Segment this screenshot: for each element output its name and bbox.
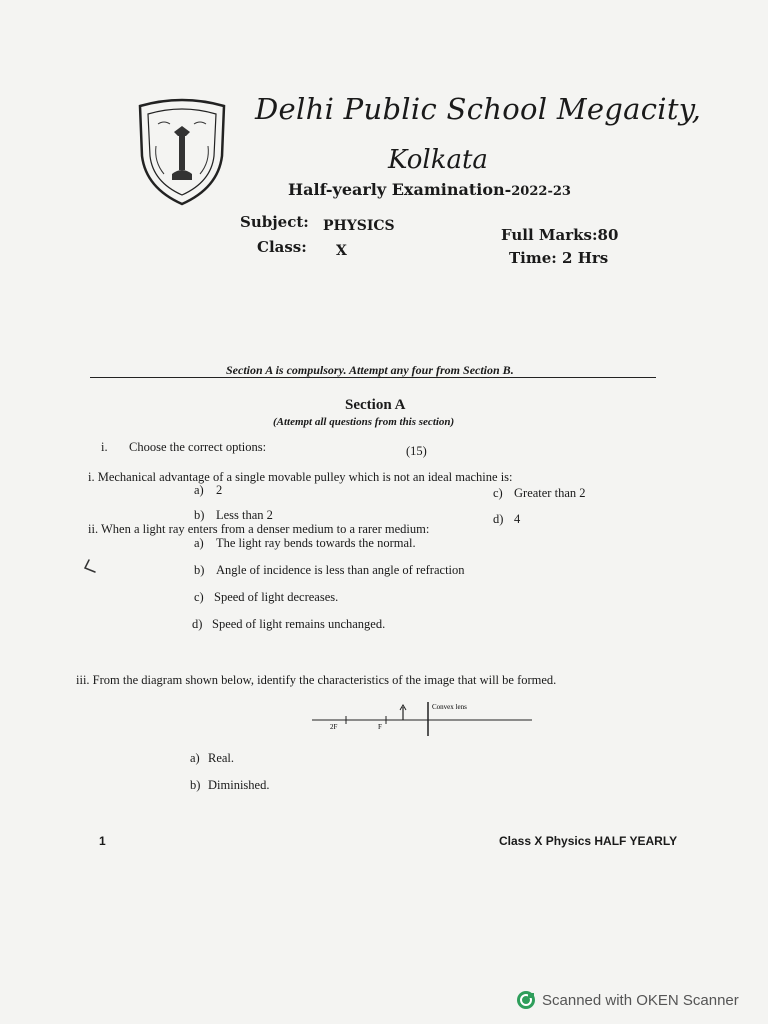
- q3-option-a-label: a): [190, 751, 200, 765]
- main-question-text: Choose the correct options:: [129, 440, 267, 454]
- exam-title-text: Half-yearly Examination-: [288, 180, 512, 199]
- question-1-text: i. Mechanical advantage of a single movable pulley which is not an ideal machine is:: [88, 470, 513, 484]
- footer-label: Class X Physics HALF YEARLY: [499, 834, 678, 848]
- scanner-text: Scanned with OKEN Scanner: [542, 991, 739, 1009]
- handwritten-mark-icon: [81, 558, 101, 578]
- q2-option-d-label: d): [192, 617, 203, 631]
- convex-lens-diagram: [312, 700, 534, 740]
- scanner-watermark: [516, 990, 739, 1010]
- q2-option-a-text: The light ray bends towards the normal.: [216, 536, 416, 550]
- section-subtitle: (Attempt all questions from this section): [273, 416, 455, 428]
- school-crest-icon: [134, 96, 230, 208]
- lens-label: Convex lens: [432, 703, 467, 711]
- exam-title: [288, 180, 571, 199]
- instruction-text: Section A is compulsory. Attempt any four from Section B.: [226, 363, 514, 377]
- oken-scanner-icon: [516, 990, 536, 1010]
- q1-option-b-label: b): [194, 508, 205, 522]
- full-marks: Full Marks:80: [501, 226, 619, 244]
- q2-option-c-label: c): [194, 590, 204, 604]
- exam-time: Time: 2 Hrs: [509, 249, 609, 267]
- class-label: Class:: [257, 238, 307, 256]
- divider-rule: [90, 377, 656, 378]
- q1-option-a-label: a): [194, 483, 204, 497]
- q2-option-d-text: Speed of light remains unchanged.: [212, 617, 386, 631]
- q1-option-c-label: c): [493, 486, 503, 500]
- subject-label: Subject:: [240, 213, 309, 231]
- q3-option-b-text: Diminished.: [208, 778, 270, 792]
- main-question-marks: (15): [406, 444, 427, 458]
- q2-option-b-text: Angle of incidence is less than angle of refraction: [216, 563, 465, 577]
- question-2-text: ii. When a light ray enters from a denser medium to a rarer medium:: [88, 522, 430, 536]
- q2-option-c-text: Speed of light decreases.: [214, 590, 339, 604]
- label-f: F: [378, 723, 382, 731]
- main-question-number: i.: [101, 440, 108, 454]
- q2-option-b-label: b): [194, 563, 205, 577]
- school-name-line2: Kolkata: [388, 145, 488, 175]
- q2-option-a-label: a): [194, 536, 204, 550]
- q3-option-b-label: b): [190, 778, 201, 792]
- label-2f: 2F: [330, 723, 338, 731]
- school-name-line1: Delhi Public School Megacity,: [255, 92, 702, 126]
- class-value: X: [336, 243, 347, 259]
- exam-year: 2022-23: [511, 184, 571, 199]
- question-3-text: iii. From the diagram shown below, identify the characteristics of the image that will be formed.: [76, 673, 557, 687]
- q1-option-a-text: 2: [216, 483, 223, 497]
- q1-option-d-label: d): [493, 512, 504, 526]
- section-title: Section A: [345, 397, 406, 413]
- q1-option-c-text: Greater than 2: [514, 486, 586, 500]
- q1-option-d-text: 4: [514, 512, 521, 526]
- page-number: 1: [99, 834, 106, 848]
- q3-option-a-text: Real.: [208, 751, 235, 765]
- subject-value: PHYSICS: [323, 218, 395, 234]
- q1-option-b-text: Less than 2: [216, 508, 273, 522]
